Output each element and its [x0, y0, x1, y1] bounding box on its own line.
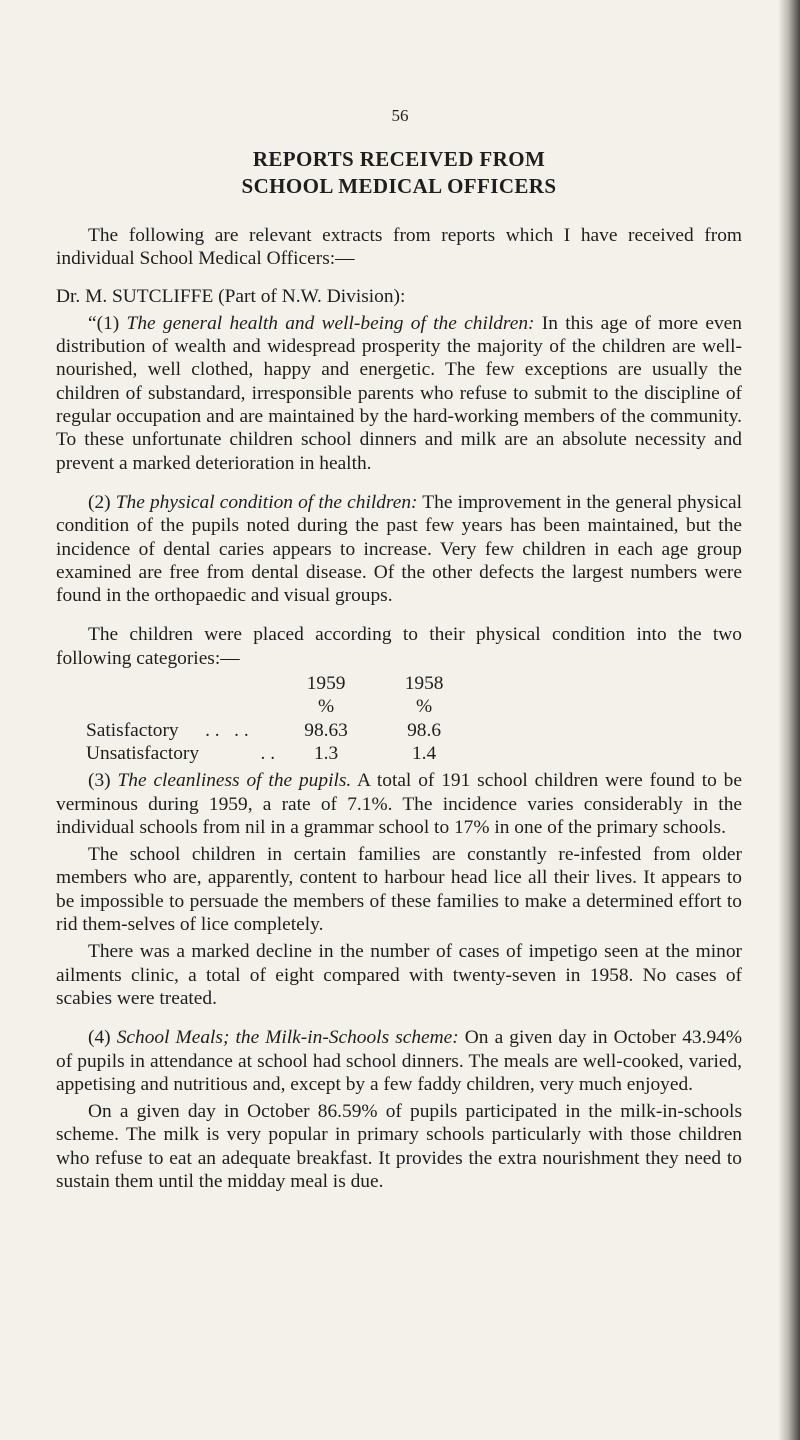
section-2-text: The improvement in the general physical condition of the pupils noted during the past few years has been maintained, but the incidence of dental caries appears to increase. Very few children in each age group examined are free from dental disease. Of the other defects the largest numbers were found in the orthopaedic and visual groups. [56, 491, 742, 607]
section-3-text: A total of 191 school children were found to be verminous during 1959, a rate of 7.1%. The incidence varies considerably in the individual schools from nil in a grammar school to 17% in one of the primary schools. [56, 770, 742, 838]
section-3-paragraph [56, 769, 742, 839]
row-label: Satisfactory [86, 719, 179, 741]
section-4-text: On a given day in October 43.94% of pupils in attendance at school had school dinners. The meals are well-cooked, varied, appetising and nutritious and, except by a few faddy children, very much enjoyed. [56, 1027, 742, 1095]
doctor-heading: Dr. M. SUTCLIFFE (Part of N.W. Division): [56, 285, 406, 307]
table-header-years [86, 672, 479, 695]
section-1-number: “(1) [88, 312, 127, 334]
section-3-heading: The cleanliness of the pupils. [117, 770, 352, 792]
page-number: 56 [391, 106, 409, 125]
section-1-heading: The general health and well-being of the children: [126, 312, 535, 334]
row-leader-dots: . . [260, 742, 276, 764]
section-4-paragraph [56, 1026, 742, 1096]
section-4-paragraph-2: On a given day in October 86.59% of pupils participated in the milk-in-schools scheme. The milk is very popular in primary schools particularly with those children who refuse to eat an adequate breakfast. It provides the extra nourishment they need to sustain them until the midday meal is due. [56, 1101, 742, 1192]
section-2-heading: The physical condition of the children: [115, 491, 418, 513]
row-value-1959: 98.63 [304, 719, 348, 741]
row-value-1958: 1.4 [411, 742, 437, 764]
header-1959: 1959 [306, 673, 346, 695]
section-2-paragraph [56, 491, 742, 607]
unit-1958: % [416, 696, 433, 718]
section-1-text: In this age of more even distribution of wealth and widespread prosperity the majority of the children are well-nourished, well clothed, happy and energetic. The few exceptions are usually the children of substandard, irresponsible parents who refuse to submit to the discipline of regular occupation and are maintained by the hard-working members of the community. To these unfortunate children school dinners and milk are an absolute necessity and prevent a marked deterioration in health. [56, 312, 742, 474]
section-4-heading: School Meals; the Milk-in-Schools scheme: [116, 1027, 459, 1049]
table-intro-paragraph: The children were placed according to their physical condition into the two following categories:— [56, 624, 742, 669]
page-edge-shadow [778, 0, 800, 1440]
section-2-number: (2) [88, 491, 116, 513]
title-line-1: REPORTS RECEIVED FROM [252, 147, 546, 171]
section-3-paragraph-3: There was a marked decline in the number of cases of impetigo seen at the minor ailments clinic, a total of eight compared with twenty-seven in 1958. No cases of scabies were treated. [56, 941, 742, 1009]
report-title [56, 146, 742, 200]
physical-condition-table [86, 672, 479, 765]
title-line-2: SCHOOL MEDICAL OFFICERS [241, 174, 557, 198]
header-1958: 1958 [404, 673, 444, 695]
section-4-number: (4) [88, 1027, 117, 1049]
row-leader-dots: . . . . [205, 719, 249, 741]
table-row [86, 742, 479, 765]
table-header-units [86, 695, 479, 718]
intro-paragraph: The following are relevant extracts from reports which I have received from individual School Medical Officers:— [56, 225, 742, 270]
section-3-number: (3) [88, 770, 118, 792]
section-1-paragraph [56, 312, 742, 475]
row-value-1959: 1.3 [313, 742, 339, 764]
section-3-paragraph-2: The school children in certain families are constantly re-infested from older members who are, apparently, content to harbour head lice all their lives. It appears to be impossible to persuade the members of these families to make a determined effort to rid them-selves of lice completely. [56, 844, 742, 936]
document-page [56, 96, 742, 1193]
table-row [86, 719, 479, 742]
unit-1959: % [318, 696, 335, 718]
row-label: Unsatisfactory [86, 742, 200, 764]
row-value-1958: 98.6 [407, 719, 442, 741]
